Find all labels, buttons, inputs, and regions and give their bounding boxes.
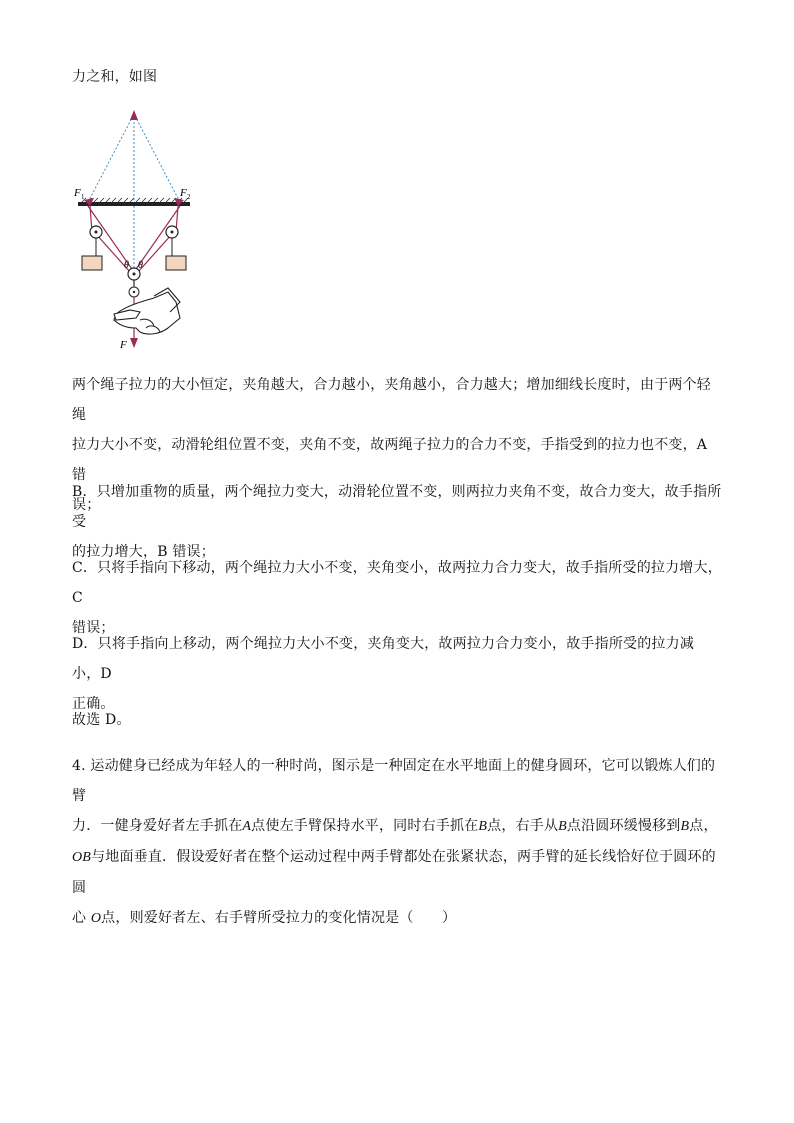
- label-f2: F: [180, 187, 187, 199]
- q4-line3: OB与地面垂直．假设爱好者在整个运动过程中两手臂都处在张紧状态，两手臂的延长线恰好位于圆环的圆: [72, 849, 716, 896]
- para-a-line3: 误；: [72, 497, 101, 513]
- para-c-line1: C．只将手指向下移动，两个绳拉力大小不变，夹角变小，故两拉力合力变大，故手指所受的拉力增大，C: [72, 560, 722, 606]
- intro-text: 力之和，如图: [72, 69, 158, 85]
- pulley-figure: [70, 106, 210, 354]
- label-theta-right: θ: [138, 260, 143, 271]
- left-weight: [82, 256, 102, 270]
- question-4: [72, 751, 722, 934]
- para-a-line2: 拉力大小不变，动滑轮组位置不变，夹角不变，故两绳子拉力的合力不变，手指受到的拉力也不变，A 错: [72, 437, 708, 483]
- label-f1-sub: 1: [81, 193, 85, 201]
- label-f: F: [120, 339, 127, 351]
- q4-line2: 力．一健身爱好者左手抓在A点使左手臂保持水平，同时右手抓在B点，右手从B点沿圆环缓慢移到B点，: [72, 818, 718, 834]
- hand-icon: [114, 288, 180, 334]
- para-d-line1: D．只将手指向上移动，两个绳拉力大小不变，夹角变大，故两拉力合力变小，故手指所受的拉力减小，D: [72, 636, 695, 682]
- force-f-arrow: [130, 338, 138, 348]
- point-a: A: [242, 819, 252, 834]
- segment-ob: OB: [72, 850, 92, 865]
- point-b: B: [680, 819, 690, 834]
- para-d-line2: 正确。: [72, 696, 115, 712]
- q4-line1: 4. 运动健身已经成为年轻人的一种时尚，图示是一种固定在水平地面上的健身圆环，它可以锻炼人们的臂: [72, 758, 716, 804]
- label-f1: F: [74, 187, 81, 199]
- para-a-line1: 两个绳子拉力的大小恒定，夹角越大，合力越小，夹角越小，合力越大；增加细线长度时，由于两个轻绳: [72, 377, 711, 423]
- answer-text: 故选 D。: [72, 712, 131, 728]
- para-b-line2: 的拉力增大，B 错误；: [72, 544, 215, 560]
- ceiling-bar: [78, 202, 190, 206]
- parallelogram-line-left: [86, 114, 134, 206]
- label-theta-left: θ: [124, 260, 129, 271]
- label-f2-sub: 2: [187, 193, 191, 201]
- para-c-line2: 错误；: [72, 620, 115, 636]
- point-b: B: [478, 819, 488, 834]
- parallelogram-line-right: [134, 114, 182, 206]
- point-b: B: [558, 819, 567, 834]
- para-b-line1: B．只增加重物的质量，两个绳拉力变大，动滑轮位置不变，则两拉力夹角不变，故合力变大，故手指所受: [72, 484, 722, 530]
- point-o: O: [90, 911, 102, 926]
- q4-line4: 心 O点，则爱好者左、右手臂所受拉力的变化情况是（ ）: [72, 910, 457, 926]
- right-weight: [166, 256, 186, 270]
- resultant-arrow: [130, 110, 138, 120]
